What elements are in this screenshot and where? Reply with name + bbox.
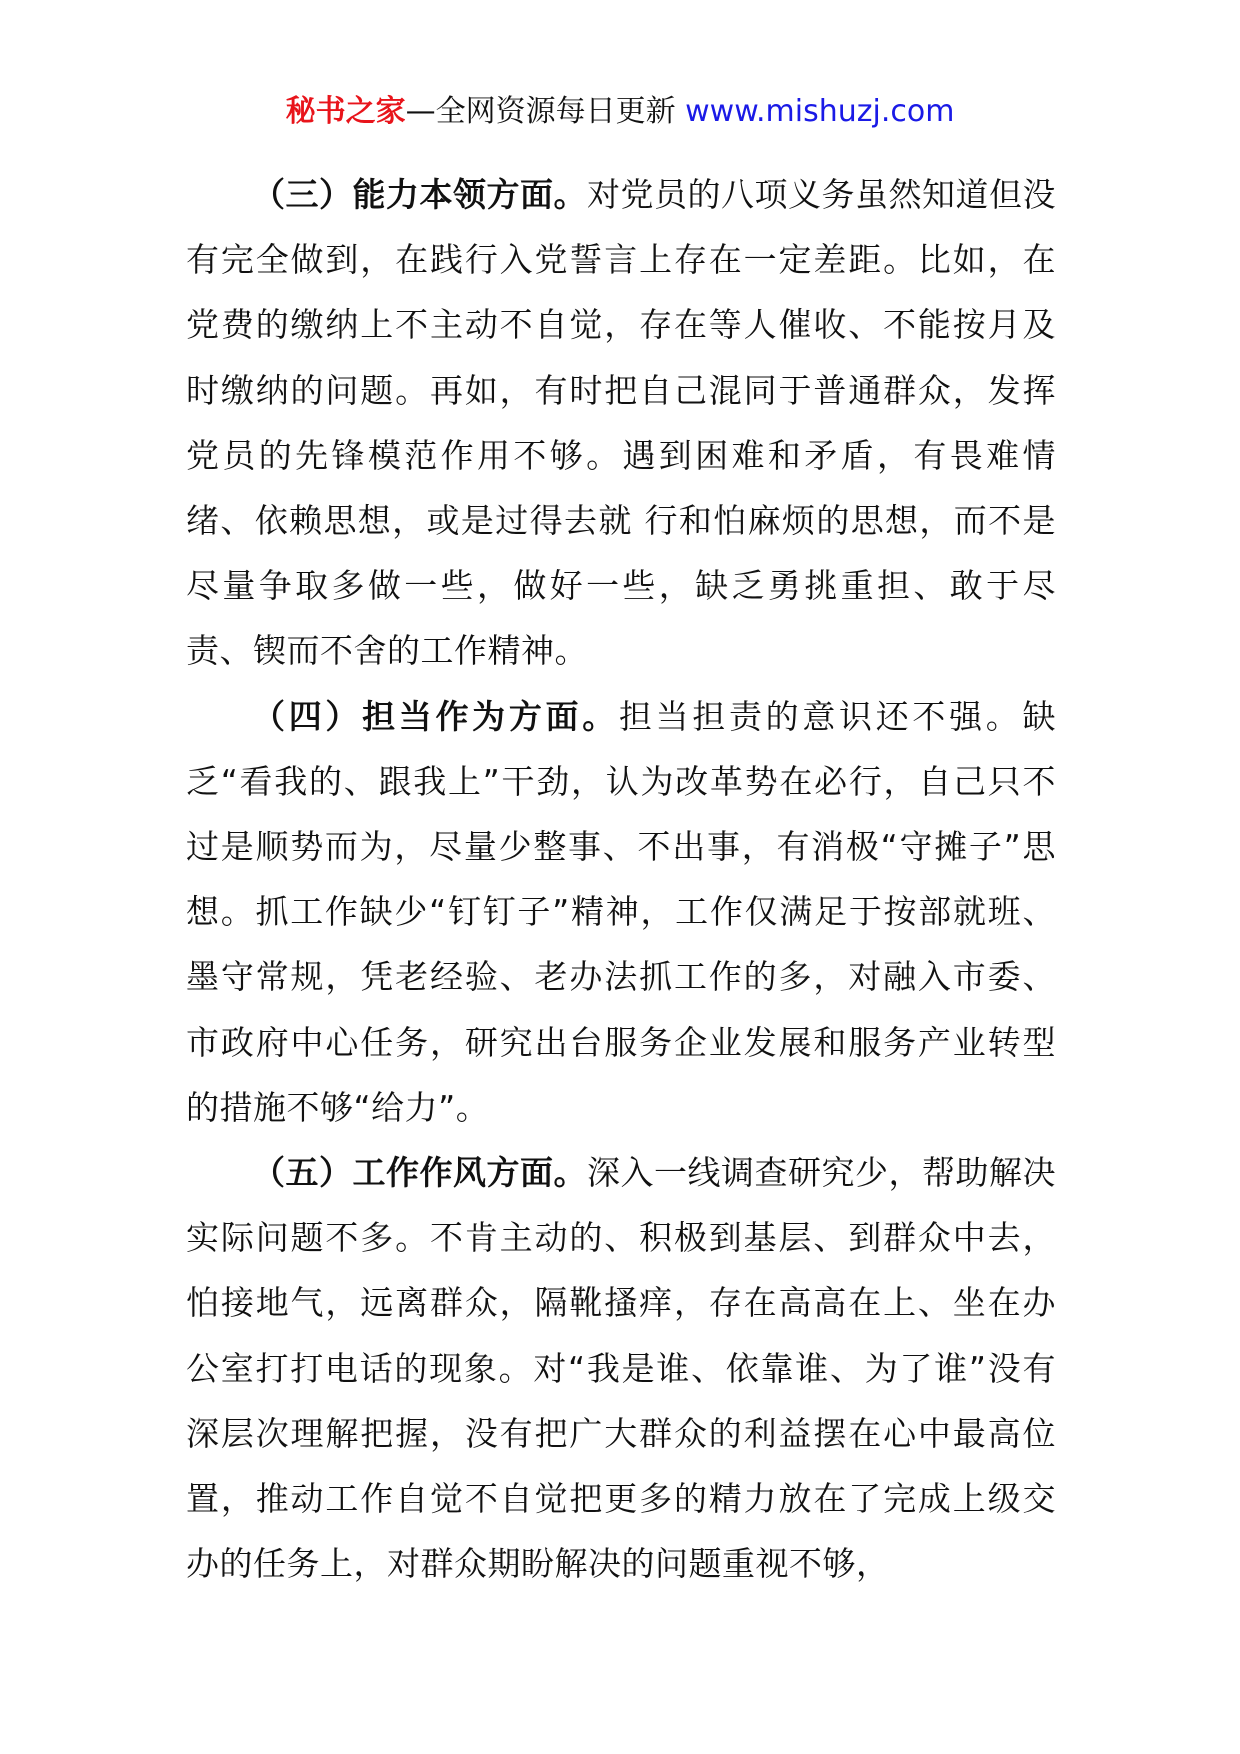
site-brand: 秘书之家: [285, 94, 406, 129]
site-url[interactable]: www.mishuzj.com: [685, 94, 955, 129]
paragraph-work-style: [186, 1140, 1056, 1596]
paragraph-heading: （五）工作作风方面。: [252, 1153, 587, 1193]
paragraph-text: 对党员的八项义务虽然知道但没有完全做到，在践行入党誓言上存在一定差距。比如，在党费的缴纳上不主动不自觉，存在等人催收、不能按月及时缴纳的问题。再如，有时把自己混同于普通群众，发挥党员的先锋模范作用不够。遇到困难和矛盾，有畏难情绪、依赖思想，或是过得去就 行和怕麻烦的思想，而不是尽量争取多做一些，做好一些，缺乏勇挑重担、敢于尽责、锲而不舍的工作精神。: [186, 175, 1056, 671]
paragraph-responsibility: [186, 684, 1056, 1140]
paragraph-heading: （四）担当作为方面。: [252, 696, 619, 736]
paragraph-heading: （三）能力本领方面。: [252, 175, 587, 214]
site-slogan: —全网资源每日更新: [405, 94, 676, 129]
paragraph-text: 担当担责的意识还不强。缺乏“看我的、跟我上”干劲，认为改革势在必行，自己只不过是顺势而为，尽量少整事、不出事，有消极“守摊子”思想。抓工作缺少“钉钉子”精神，工作仅满足于按部就班、墨守常规，凭老经验、老办法抓工作的多，对融入市委、市政府中心任务，研究出台服务企业发展和服务产业转型的措施不够“给力”。: [186, 696, 1057, 1127]
paragraph-text: 深入一线调查研究少，帮助解决实际问题不多。不肯主动的、积极到基层、到群众中去，怕接地气，远离群众，隔靴搔痒，存在高高在上、坐在办公室打打电话的现象。对“我是谁、依靠谁、为了谁”没有深层次理解把握，没有把广大群众的利益摆在心中最高位置，推动工作自觉不自觉把更多的精力放在了完成上级交办的任务上，对群众期盼解决的问题重视不够，: [186, 1153, 1056, 1584]
document-body: [186, 162, 1056, 1596]
page-header: [0, 92, 1240, 132]
paragraph-ability: [186, 162, 1056, 684]
